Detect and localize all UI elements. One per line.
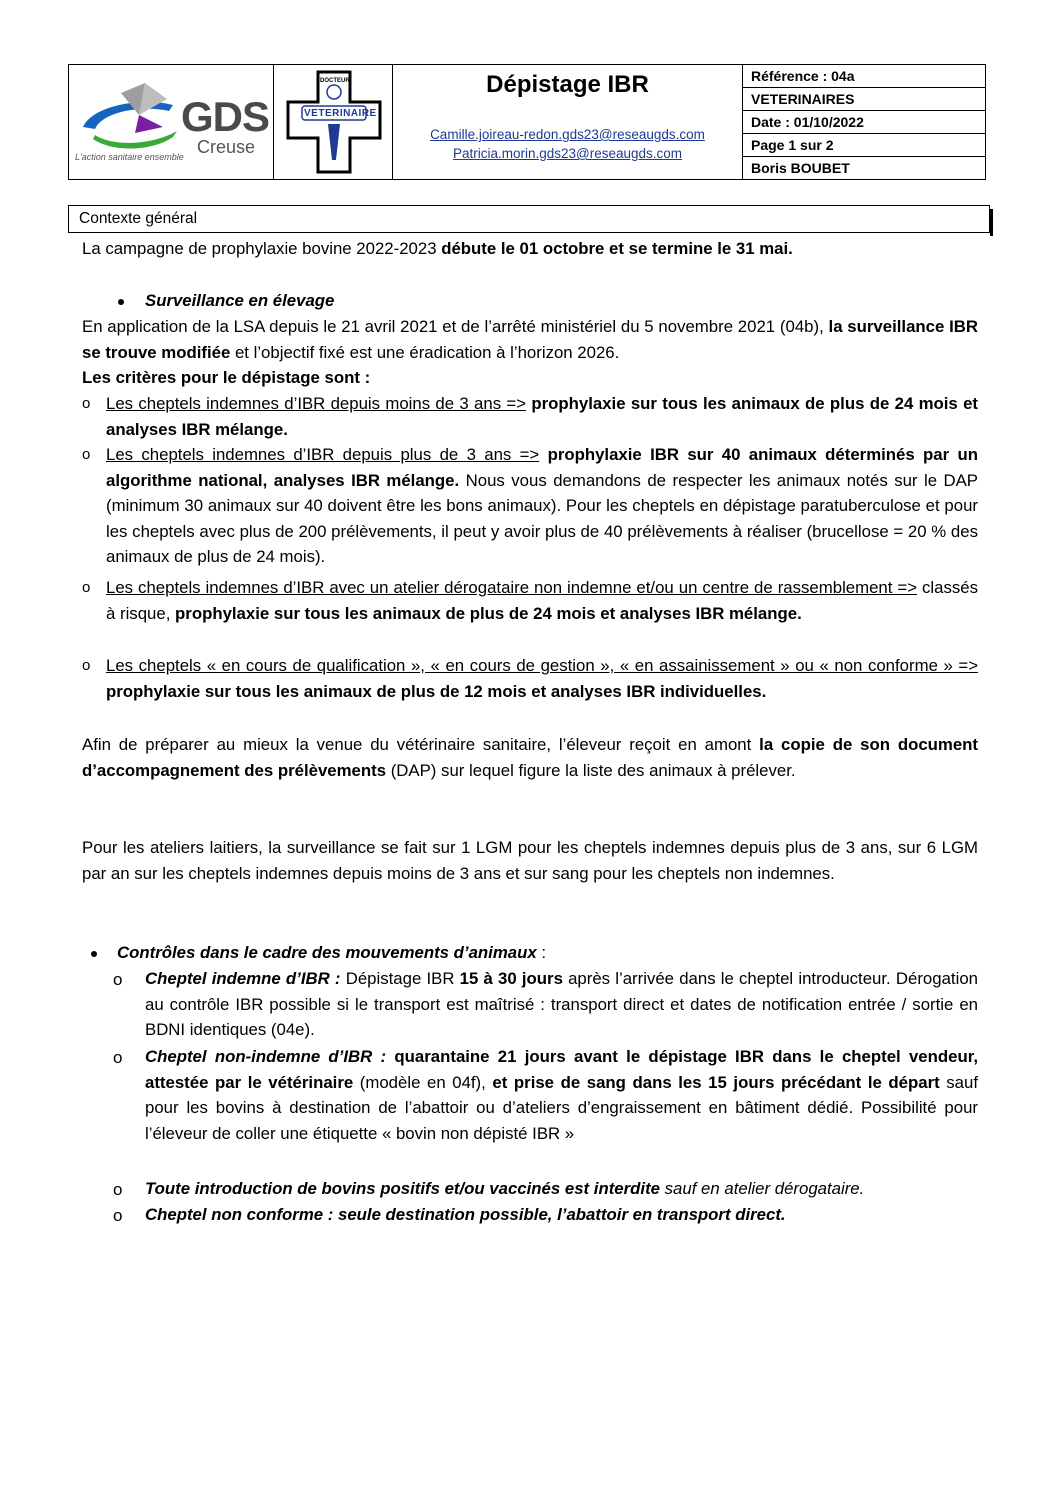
criteria-3-action: prophylaxie sur tous les animaux de plus de 24 mois et analyses IBR mélange. xyxy=(175,603,802,623)
criteria-item-3 xyxy=(106,575,978,626)
control-1-text-a: Dépistage IBR xyxy=(340,969,460,988)
criteria-1-action: prophylaxie sur tous les animaux de plus de 24 mois et analyses IBR mélange. xyxy=(106,394,978,439)
controls-heading-text: Contrôles dans le cadre des mouvements d’animaux xyxy=(117,943,537,962)
controls-heading-colon: : xyxy=(536,943,546,962)
control-2-quarantine: quarantaine 21 jours avant le dépistage IBR dans le cheptel vendeur, attestée par le vétérinaire xyxy=(145,1047,978,1092)
audience-cell: VETERINAIRES xyxy=(743,88,985,111)
veterinaire-badge xyxy=(274,65,393,179)
criteria-1-condition: Les cheptels indemnes d’IBR depuis moins de 3 ans => xyxy=(106,394,527,413)
header-meta xyxy=(743,65,985,179)
control-3-exception: sauf en atelier dérogataire. xyxy=(660,1179,865,1198)
criteria-item-1 xyxy=(106,391,978,442)
author-cell: Boris BOUBET xyxy=(751,160,850,176)
surveillance-heading: Surveillance en élevage xyxy=(145,291,335,310)
date-cell: Date : 01/10/2022 xyxy=(743,111,985,134)
control-1-text-c: après l’arrivée dans le cheptel introducteur. Dérogation au contrôle IBR possible si le transport est maîtrisé : transport direct et dates de notification entrée / sortie en BDNI identiques (04e). xyxy=(145,969,978,1039)
control-1-heading: Cheptel indemne d’IBR : xyxy=(145,969,341,988)
circle-bullet-icon: o xyxy=(82,657,91,674)
control-item-4: Cheptel non conforme : seule destination possible, l’abattoir en transport direct. xyxy=(145,1205,786,1224)
gds-wordmark: GDS xyxy=(181,93,270,140)
intro-paragraph xyxy=(82,236,978,262)
contact-emails xyxy=(393,125,742,163)
bullet-icon xyxy=(91,951,97,957)
bullet-icon xyxy=(118,299,124,305)
logo-tagline: L'action sanitaire ensemble xyxy=(75,152,184,162)
section-title: Contexte général xyxy=(68,205,990,233)
control-item-1 xyxy=(145,966,978,1043)
criteria-2-condition: Les cheptels indemnes d’IBR depuis plus de 3 ans => xyxy=(106,445,540,464)
creuse-wordmark: Creuse xyxy=(197,137,256,157)
dap-text-c: (DAP) sur lequel figure la liste des animaux à prélever. xyxy=(386,760,796,780)
control-2-blood: et prise de sang dans les 15 jours précédant le départ xyxy=(492,1072,940,1092)
header-title-cell xyxy=(393,65,743,179)
criteria-label: Les critères pour le dépistage sont : xyxy=(82,368,371,387)
criteria-3-condition: Les cheptels indemnes d’IBR avec un atelier dérogataire non indemne et/ou un centre de rassemblement => xyxy=(106,578,918,597)
criteria-item-2 xyxy=(106,442,978,570)
reference-cell: Référence : 04a xyxy=(743,65,985,88)
page-cell: Page 1 sur 2 xyxy=(743,134,985,157)
criteria-2-details: Nous vous demandons de respecter les animaux notés sur le DAP (minimum 30 animaux sur 40 doivent être les bons animaux). Pour les cheptels en dépistage paratuberculose et pour les cheptels avec plus de 200 prélèvements, il peut y avoir plus de 40 prélèvements à réaliser (brucellose = 20 % des animaux de plus de 24 mois). xyxy=(106,470,979,566)
criteria-4-action: prophylaxie sur tous les animaux de plus de 12 mois et analyses IBR individuelles. xyxy=(106,681,767,701)
controls-heading xyxy=(117,940,817,966)
control-2-model: (modèle en 04f), xyxy=(353,1072,493,1092)
circle-bullet-icon: o xyxy=(82,579,91,596)
control-2-heading: Cheptel non-indemne d’IBR : xyxy=(145,1047,387,1066)
email-link-camille[interactable]: Camille.joireau-redon.gds23@reseaugds.com xyxy=(430,127,705,142)
control-item-3 xyxy=(145,1176,978,1202)
surveillance-text-a: En application de la LSA depuis le 21 avril 2021 et de l’arrêté ministériel du 5 novembre 2021 (04b), xyxy=(82,317,829,336)
circle-bullet-icon: o xyxy=(82,395,91,412)
intro-dates: débute le 01 octobre et se termine le 31 mai. xyxy=(441,239,793,258)
surveillance-text-b: la surveillance IBR se trouve modifiée xyxy=(82,317,978,362)
intro-text: La campagne de prophylaxie bovine 2022-2023 xyxy=(82,239,442,258)
dap-paragraph xyxy=(82,732,978,783)
criteria-4-condition: Les cheptels « en cours de qualification », « en cours de gestion », « en assainissement » ou « non conforme » => xyxy=(106,656,978,675)
document-header xyxy=(68,64,986,180)
badge-top-label: DOCTEUR xyxy=(320,78,350,84)
page-title: Dépistage IBR xyxy=(486,71,649,98)
circle-bullet-icon: o xyxy=(113,1048,123,1067)
circle-bullet-icon: o xyxy=(113,1180,123,1199)
surveillance-text-c: et l’objectif fixé est une éradication à l’horizon 2026. xyxy=(230,342,620,362)
control-3-rule: Toute introduction de bovins positifs et/ou vaccinés est interdite xyxy=(145,1179,660,1198)
circle-bullet-icon: o xyxy=(82,446,91,463)
control-1-delay: 15 à 30 jours xyxy=(459,969,563,988)
control-2-exceptions: sauf pour les bovins à destination de l’abattoir ou d’ateliers d’engraissement en bâtiment dédié. Possibilité pour l’éleveur de coller une étiquette « bovin non dépisté IBR » xyxy=(145,1072,979,1143)
criteria-2-action: prophylaxie IBR sur 40 animaux déterminés par un algorithme national, analyses IBR mélange. xyxy=(106,445,978,490)
gds-swoosh-icon xyxy=(73,75,183,155)
dap-text-a: Afin de préparer au mieux la venue du vétérinaire sanitaire, l’éleveur reçoit en amont xyxy=(82,735,760,754)
veterinary-cross-icon xyxy=(284,68,384,176)
email-link-patricia[interactable]: Patricia.morin.gds23@reseaugds.com xyxy=(452,146,683,161)
badge-word: VETERINAIRE xyxy=(304,108,377,119)
dairy-paragraph: Pour les ateliers laitiers, la surveillance se fait sur 1 LGM pour les cheptels indemnes depuis plus de 3 ans, sur 6 LGM par an sur les cheptels indemnes depuis moins de 3 ans et sur sang pour les cheptels non indemnes. xyxy=(82,838,978,883)
surveillance-paragraph xyxy=(82,314,978,365)
control-item-2 xyxy=(145,1044,978,1146)
criteria-item-4 xyxy=(106,653,978,704)
circle-bullet-icon: o xyxy=(113,1206,123,1225)
criteria-3-class: classés à risque, xyxy=(106,578,978,623)
dap-text-b: la copie de son document d’accompagnement des prélèvements xyxy=(82,735,978,780)
gds-logo xyxy=(69,65,274,179)
circle-bullet-icon: o xyxy=(113,970,123,989)
